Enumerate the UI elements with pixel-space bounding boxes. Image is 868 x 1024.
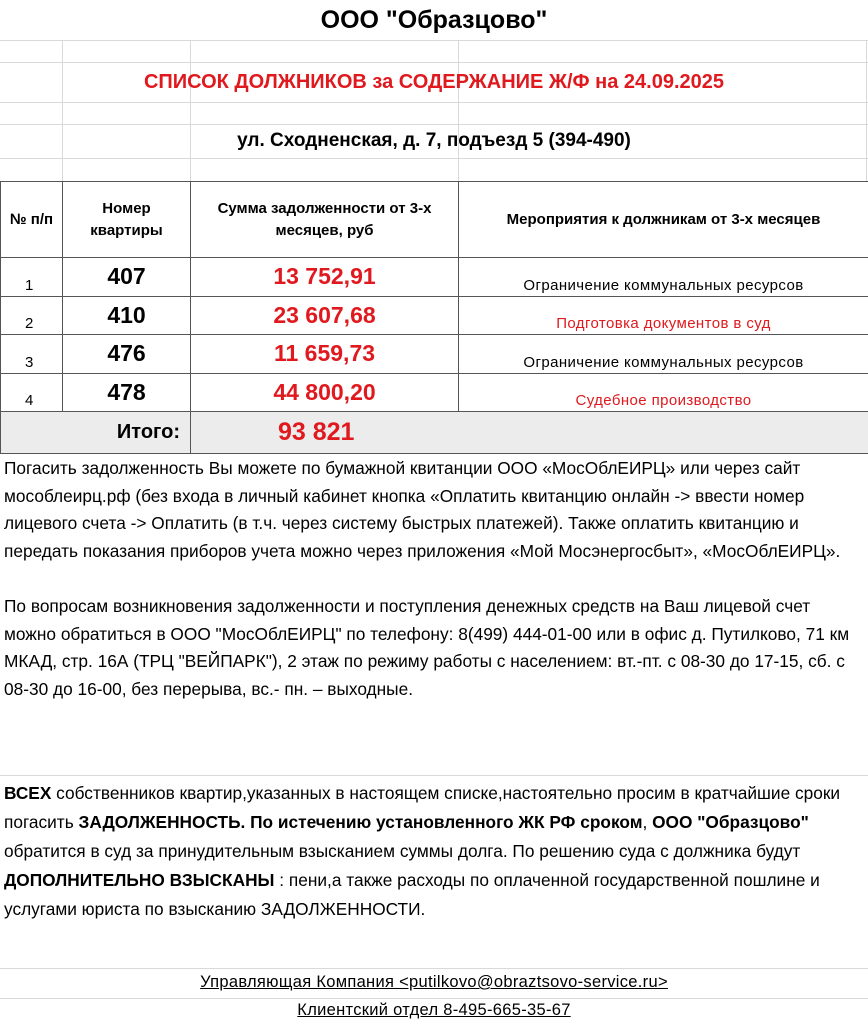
contact-info-paragraph: По вопросам возникновения задолженности и поступления денежных средств на Ваш лицевой счет можно обратиться в ООО "МосОблЕИРЦ" по телефону: 8(499) 444-01-00 или в офис д. Путилково, 71 км МКАД, стр. 16А (ТРЦ "ВЕЙПАРК"), 2 этаж по режиму работы с населением: вт.-пт. с 08-30 до 17-15, сб. с 08-30 до 16-00, без перерыва, вс.- пн. – выходные. xyxy=(4,596,850,699)
table-row xyxy=(1,373,868,412)
warning-text: : пени,а также расходы по оплаченной государственной пошлине и услугами юриста по взысканию ЗАДОЛЖЕННОСТИ. xyxy=(4,870,820,919)
building-address: ул. Сходненская, д. 7, подъезд 5 (394-490) xyxy=(237,130,631,151)
grid-line xyxy=(0,40,868,41)
debtors-list-title: СПИСОК ДОЛЖНИКОВ за СОДЕРЖАНИЕ Ж/Ф на 24.09.2025 xyxy=(143,70,725,93)
table-header-row xyxy=(1,182,868,258)
total-value: 93 821 xyxy=(191,412,868,454)
header-apartment: Номер квартиры xyxy=(63,182,191,258)
row-num: 4 xyxy=(1,373,63,412)
table-row xyxy=(1,296,868,335)
row-debt-sum: 44 800,20 xyxy=(191,373,459,412)
row-num: 1 xyxy=(1,258,63,297)
warning-text: , xyxy=(642,812,653,832)
company-title: ООО "Образцово" xyxy=(320,5,548,34)
row-num: 3 xyxy=(1,335,63,374)
grid-line xyxy=(0,102,868,103)
table-row xyxy=(1,335,868,374)
row-debt-sum: 23 607,68 xyxy=(191,296,459,335)
row-debt-sum: 13 752,91 xyxy=(191,258,459,297)
warning-text: собственников квартир,указанных в настоящем списке,настоятельно просим в кратчайшие сроки погасить xyxy=(4,783,841,832)
subtitle-row xyxy=(0,62,868,102)
row-action: Ограничение коммунальных ресурсов xyxy=(459,258,868,297)
row-action: Подготовка документов в суд xyxy=(459,296,868,335)
header-sum: Сумма задолженности от 3-х месяцев, руб xyxy=(191,182,459,258)
total-label: Итого: xyxy=(1,412,191,454)
warning-text: обратится в суд за принудительным взысканием суммы долга. По решению суда с должника будут xyxy=(4,841,801,861)
header-num: № п/п xyxy=(1,182,63,258)
warning-paragraph xyxy=(4,779,866,924)
row-apartment: 476 xyxy=(63,335,191,374)
row-action: Ограничение коммунальных ресурсов xyxy=(459,335,868,374)
grid-line xyxy=(0,775,868,776)
row-debt-sum: 11 659,73 xyxy=(191,335,459,374)
warning-text: ВСЕХ xyxy=(4,783,52,803)
client-department-phone: Клиентский отдел 8-495-665-35-67 xyxy=(297,1001,571,1019)
title-row xyxy=(0,0,868,40)
grid-line xyxy=(0,158,868,159)
warning-text: ЗАДОЛЖЕННОСТЬ. По истечению установленного ЖК РФ сроком xyxy=(78,812,643,832)
warning-text: ДОПОЛНИТЕЛЬНО ВЗЫСКАНЫ xyxy=(4,870,275,890)
management-company-email[interactable]: Управляющая Компания <putilkovo@obraztsovo-service.ru> xyxy=(200,973,668,991)
payment-info-paragraph: Погасить задолженность Вы можете по бумажной квитанции ООО «МосОблЕИРЦ» или через сайт мособлеирц.рф (без входа в личный кабинет кнопка «Оплатить квитанцию онлайн -> ввести номер лицевого счета -> Оплатить (в т.ч. через систему быстрых платежей). Также оплатить квитанцию и передать показания приборов учета можно через приложения «Мой Мосэнергосбыт», «МосОблЕИРЦ». xyxy=(4,458,841,561)
row-apartment: 478 xyxy=(63,373,191,412)
grid-line xyxy=(0,998,868,999)
address-row xyxy=(0,124,868,158)
row-apartment: 410 xyxy=(63,296,191,335)
table-row xyxy=(1,258,868,297)
row-apartment: 407 xyxy=(63,258,191,297)
header-action: Мероприятия к должникам от 3-х месяцев xyxy=(459,182,868,258)
debtors-table xyxy=(0,181,868,454)
row-action: Судебное производство xyxy=(459,373,868,412)
warning-text: ООО "Образцово" xyxy=(652,812,809,832)
row-num: 2 xyxy=(1,296,63,335)
grid-line xyxy=(0,968,868,969)
total-row xyxy=(1,412,868,454)
